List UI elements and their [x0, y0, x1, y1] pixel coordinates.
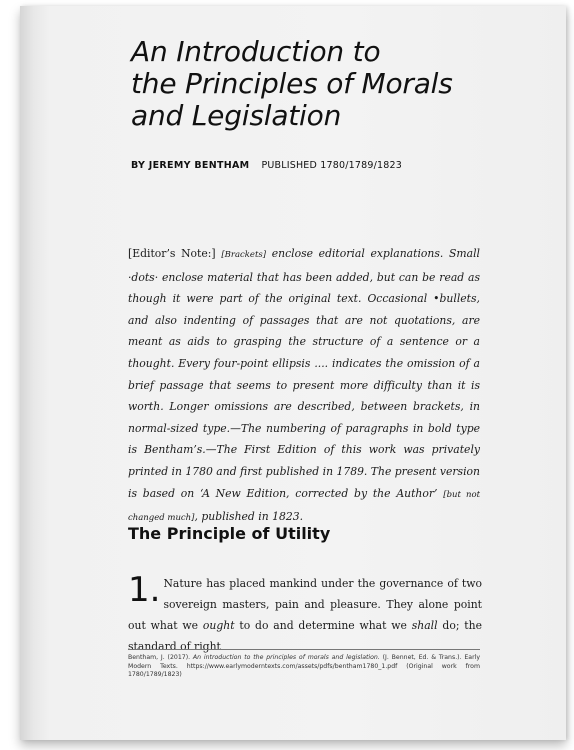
paragraph-number: 1.: [128, 570, 161, 610]
paragraph-text-2: to do and determine what we: [234, 619, 412, 632]
paragraph-emphasis-ought: ought: [202, 619, 235, 632]
paragraph-emphasis-shall: shall: [411, 619, 438, 632]
paragraph-1: [128, 570, 482, 657]
editor-note-brackets: [Brackets]: [221, 250, 267, 260]
footer-divider: [128, 649, 480, 650]
citation-author: Bentham, J. (2017).: [128, 654, 193, 661]
paragraph-text-1: Nature has placed mankind under the governance of two sovereign masters, pain and pleasure. They alone point out what we: [128, 577, 482, 632]
citation: [128, 654, 480, 680]
paragraph-text-3: do; the standard of right: [128, 619, 482, 653]
publication-dates: PUBLISHED 1780/1789/1823: [261, 160, 402, 171]
title-line-3: and Legislation: [131, 99, 342, 132]
citation-work-title: An introduction to the principles of morals and legislation.: [192, 654, 380, 661]
title-line-2: the Principles of Morals: [131, 67, 453, 100]
title-line-1: An Introduction to: [131, 35, 381, 68]
editor-note-lead: [Editor’s Note:]: [128, 247, 222, 260]
document-page: [20, 6, 566, 740]
editor-note-aside: [but not changed much]: [128, 489, 481, 524]
document-title: [131, 36, 551, 132]
byline: [131, 160, 402, 171]
editor-note-body: enclose editorial explanations. Small ·dots· enclose material that has been added, but can be read as though it were part of the original text. Occasional •bullets, and also indenting of passages that are not quotations, are meant as aids to grasping the structure of a sentence or a thought. Every four-point ellipsis .... indicates the omission of a brief passage that seems to present more difficulty than it is worth. Longer omissions are described, between brackets, in normal-sized type.—The numbering of paragraphs in bold type is Bentham’s.—The First Edition of this work was privately printed in 1780 and first published in 1789. The present version is based on ‘A New Edition, corrected by the Author’: [128, 247, 480, 500]
editor-note: [128, 243, 480, 530]
editor-note-tail: , published in 1823.: [194, 510, 304, 524]
author-name: BY JEREMY BENTHAM: [131, 160, 250, 171]
section-heading: The Principle of Utility: [128, 524, 331, 543]
citation-details: (J. Bennet, Ed. & Trans.). Early Modern Texts. https://www.earlymoderntexts.com/assets/pdfs/bentham1780_1.pdf (Original work from 1780/1789/1823): [128, 654, 480, 679]
